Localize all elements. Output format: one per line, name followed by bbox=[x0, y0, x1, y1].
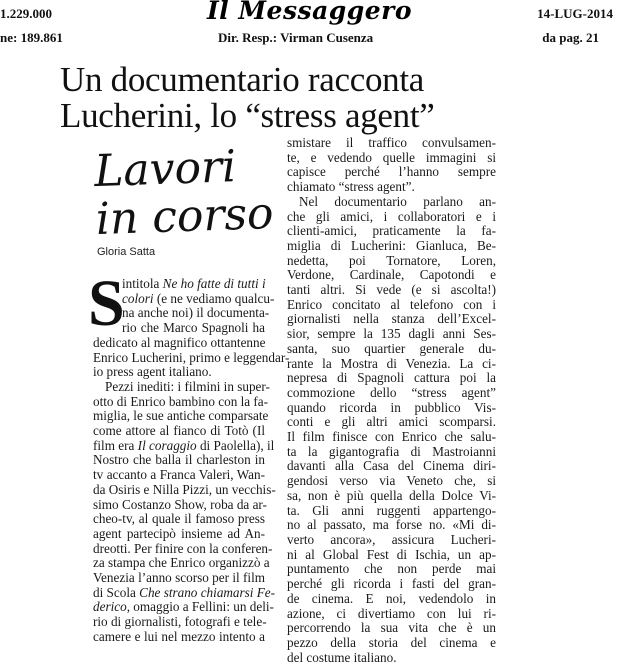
text-line: tanti altri. Si vede (e si ascolta!) bbox=[287, 282, 496, 298]
text-line: del costume italiano. bbox=[287, 649, 397, 665]
text-line: colori (e ne vediamo qualcu- bbox=[122, 290, 275, 306]
text-line: gendosi verso via Veneto che, si bbox=[287, 473, 496, 489]
text-line: dedicato al magnifico ottantenne bbox=[93, 334, 266, 350]
text-line: ta la gigantografia di Mastroianni bbox=[287, 443, 496, 459]
text-line: io press agent italiano. bbox=[93, 364, 212, 380]
text-line: film era Il coraggio di Paolella), il bbox=[93, 437, 275, 453]
text-line: perché gli ricorda i fasti del gran- bbox=[287, 576, 496, 592]
rubric-line-2: in corso bbox=[94, 187, 275, 246]
headline-line-1: Un documentario racconta bbox=[60, 60, 425, 99]
text-line: capisce perché l’hanno sempre bbox=[287, 164, 496, 180]
text-line: Venezia l’anno scorso per il film bbox=[93, 570, 265, 586]
text-line: quando ricorda in pubblico Vis- bbox=[287, 399, 496, 415]
director-line: Dir. Resp.: Virman Cusenza bbox=[218, 30, 374, 45]
newspaper-masthead: Il Messaggero bbox=[206, 0, 413, 25]
text-line: Enrico Lucherini, primo e leggendar- bbox=[93, 349, 290, 365]
article-left-column bbox=[93, 276, 290, 645]
text-line: simo Costanzo Show, roba da ar- bbox=[93, 496, 267, 512]
text-line: chiamato “stress agent”. bbox=[287, 179, 415, 195]
text-line: conti e gli altri amici scomparsi. bbox=[287, 414, 496, 430]
text-line: otto di Enrico bambino con la fa- bbox=[93, 393, 269, 409]
text-line: cheo-tv, al quale il famoso press bbox=[93, 511, 265, 527]
text-line: azione, ci divertiamo con lui ri- bbox=[287, 605, 496, 621]
text-line: Pezzi inediti: i filmini in super- bbox=[105, 378, 270, 394]
text-line: puntamento che non perde mai bbox=[287, 561, 496, 577]
article-byline: Gloria Satta bbox=[97, 246, 156, 258]
text-line: ta. Gli anni ruggenti appartengo- bbox=[287, 502, 496, 518]
text-line: te, e vedendo quelle immagini si bbox=[287, 149, 496, 165]
text-line: percorrendo la sua vita che è un bbox=[287, 620, 496, 636]
text-line: na anche noi) il documenta- bbox=[122, 305, 270, 321]
text-line: che gli amici, i collaboratori e i bbox=[287, 208, 496, 224]
column-rubric bbox=[93, 142, 276, 244]
text-line: rio di giornalisti, fotografi e tele- bbox=[93, 614, 267, 630]
rubric-line-1: Lavori bbox=[93, 141, 237, 198]
text-line: miglia di Lucherini: Gianluca, Be- bbox=[287, 237, 496, 253]
text-line: derico, omaggio a Fellini: un deli- bbox=[93, 599, 274, 615]
text-line: commozione dello “stress agent” bbox=[287, 384, 496, 400]
text-line: agent partecipò insieme ad An- bbox=[93, 525, 265, 541]
text-line: no al passato, ma forse no. «Mi di- bbox=[287, 517, 496, 533]
text-line: santa, suo quartier generale du- bbox=[287, 340, 496, 356]
text-line: sa, non è più quella della Dolce Vi- bbox=[287, 487, 496, 503]
text-line: nepresa di Spagnoli cattura poi la bbox=[287, 370, 496, 386]
text-line: verto ancora», assicura Lucheri- bbox=[287, 531, 496, 547]
article-headline bbox=[60, 62, 580, 134]
text-line: davanti alla Casa del Cinema diri- bbox=[287, 458, 496, 474]
text-line: intitola Ne ho fatte di tutti i bbox=[122, 276, 266, 291]
text-line: sior, sempre la 135 dagli anni Ses- bbox=[287, 326, 496, 342]
publication-date: 14-LUG-2014 bbox=[537, 6, 613, 21]
text-line: camere e lui nel mezzo intento a bbox=[93, 628, 265, 644]
text-line: nedetta, poi Tornatore, Loren, bbox=[287, 252, 496, 268]
text-line: Enrico concitato al telefono con i bbox=[287, 296, 496, 312]
text-line: ni al Global Fest di Ischia, un ap- bbox=[287, 546, 496, 562]
text-line: da Osiris e Nilla Pizzi, un vecchis- bbox=[93, 481, 276, 497]
article-right-column bbox=[287, 136, 496, 665]
circulation-figure: 1.229.000 bbox=[0, 6, 52, 21]
text-line: rio che Marco Spagnoli ha bbox=[122, 320, 265, 336]
text-line: de cinema. E noi, vedendolo in bbox=[287, 590, 496, 606]
text-line: giornalisti nella stanza dell’Excel- bbox=[287, 311, 496, 327]
text-line: za stampa che Enrico organizzò a bbox=[93, 555, 270, 571]
text-line: tv accanto a Franca Valeri, Wan- bbox=[93, 467, 265, 483]
text-line: miglia, le sue antiche comparsate bbox=[93, 408, 269, 424]
text-line: pezzo della storia del cinema e bbox=[287, 634, 496, 650]
text-line: come attore al fianco di Totò (Il bbox=[93, 423, 265, 439]
text-line: Nel documentario parlano an- bbox=[299, 193, 496, 209]
page-reference: da pag. 21 bbox=[542, 30, 599, 45]
text-line: Il film finisce con Enrico che salu- bbox=[287, 429, 496, 445]
headline-line-2: Lucherini, lo “stress agent” bbox=[60, 96, 435, 135]
text-line: smistare il traffico convulsamen- bbox=[287, 135, 496, 150]
text-line: di Scola Che strano chiamarsi Fe- bbox=[93, 584, 276, 600]
drop-cap: S bbox=[88, 267, 125, 340]
text-line: rante la Mostra di Venezia. La ci- bbox=[287, 355, 496, 371]
text-line: clienti-amici, praticamente la fa- bbox=[287, 223, 496, 239]
text-line: dreotti. Per finire con la conferen- bbox=[93, 540, 273, 556]
text-line: Verdone, Cardinale, Capotondi e bbox=[287, 267, 496, 283]
diffusion-figure: ne: 189.861 bbox=[0, 30, 63, 45]
text-line: Nostro che balla il charleston in bbox=[93, 452, 265, 468]
